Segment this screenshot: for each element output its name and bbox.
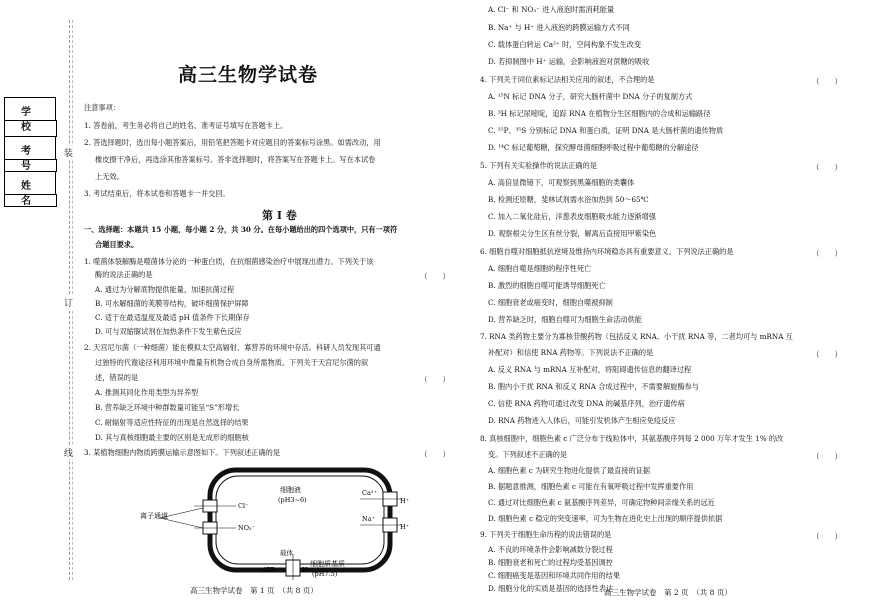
question-7-stem: 补配对）和信使 RNA 药物等。下列说法不正确的是 [488, 348, 654, 357]
note-line: 1. 答卷前，考生务必将自己的姓名、准考证号填写在答题卡上。 [84, 121, 288, 130]
option: C. 载体蛋白转运 Ca²⁺ 时，空间构象不发生改变 [488, 40, 642, 49]
h-label-bottom: H⁺ [302, 566, 312, 574]
binding-char-zhuang: 装 [64, 146, 73, 159]
na-label: Na⁺ [362, 515, 375, 523]
section-heading: 第 Ⅰ 卷 [262, 209, 297, 222]
option: D. 细胞分化的实质是基因的选择性表达 [488, 584, 614, 593]
option: D. ¹⁴C 标记葡萄糖，探究酵母菌细胞呼吸过程中葡萄糖的分解途径 [488, 143, 699, 152]
h-label-mid: H⁺ [400, 523, 410, 531]
channel-label: 离子通道 [140, 512, 168, 520]
cytoplasm-ph-label: (pH7.5) [312, 570, 338, 578]
notes-title: 注意事项： [84, 103, 120, 112]
option: A. Cl⁻ 和 NO₃⁻ 进入液泡时需消耗能量 [488, 5, 615, 14]
option: A. ¹⁵N 标记 DNA 分子，研究大肠杆菌中 DNA 分子的复制方式 [488, 92, 693, 101]
note-line: 橡皮擦干净后，再选涂其他答案标号。答非选择题时，将答案写在答题卡上。写在本试卷 [95, 155, 376, 164]
question-2-stem: 述，错误的是 [95, 373, 139, 382]
cytoplasm-label: 细胞质基质 [310, 560, 345, 568]
option: A. 通过为分解底物提供能量，加速抗菌过程 [95, 285, 235, 294]
name-field [4, 194, 57, 207]
binding-char-ding: 订 [64, 296, 73, 309]
option: D. 细胞色素 c 稳定的突变速率，可为生物在进化史上出现的顺序提供依据 [488, 514, 723, 523]
atp-label: ATP [262, 566, 276, 574]
option: C. 细胞癌变是基因和环境共同作用的结果 [488, 571, 621, 580]
option: A. 反义 RNA 与 mRNA 互补配对，将阻碍遗传信息的翻译过程 [488, 365, 692, 374]
question-3-stem: 3. 某植物细胞内物质跨膜运输示意图如下。下列叙述正确的是 [84, 448, 281, 457]
question-7-stem: 7. RNA 类药物主要分为寡核苷酸药物（包括反义 RNA、小干扰 RNA 等，二者均可与 mRNA 互 [480, 332, 793, 341]
question-1-stem: 1. 噬菌体裂解酶是噬菌体分泌的一种蛋白质，在抗细菌感染治疗中展现出潜力。下列关于该 [84, 257, 374, 266]
note-line: 上无效。 [95, 172, 124, 181]
no3-label: NO₃⁻ [238, 524, 256, 532]
h-label-top: H⁺ [400, 497, 410, 505]
option: C. 加入二氧化硅后，洋葱表皮细胞吸水能力逐渐增强 [488, 212, 656, 221]
answer-paren: （ ） [812, 452, 842, 461]
option: C. 细胞衰老或癌变时，细胞自噬被抑制 [488, 298, 613, 307]
school-box [4, 97, 56, 133]
option: A. 细胞色素 c 为研究生物进化提供了最直接的证据 [488, 466, 651, 475]
answer-paren: （ ） [420, 450, 450, 459]
option: C. ³²P、³⁵S 分别标记 DNA 和蛋白质，证明 DNA 是大肠杆菌的遗传物质 [488, 126, 724, 135]
answer-paren: （ ） [420, 375, 450, 384]
option: C. 耐辐射等适应性特征的出现是自然选择的结果 [95, 418, 249, 427]
option: D. 若抑制图中 H⁺ 运输，会影响液泡对蔗糖的吸收 [488, 57, 650, 66]
note-line: 2. 答选择题时，选出每小题答案后，用铅笔把答题卡对应题目的答案标号涂黑。如需改动，用 [84, 138, 381, 147]
question-9-stem: 9. 下列关于细胞生命历程的说法错误的是 [480, 530, 612, 539]
answer-paren: （ ） [812, 249, 842, 258]
option: A. 推测其同化作用类型为异养型 [95, 388, 199, 397]
option: A. 不良的环境条件会影响减数分裂过程 [488, 545, 613, 554]
answer-paren: （ ） [812, 532, 842, 541]
option: B. 可水解细菌的荚膜等结构，破坏细菌保护屏障 [95, 299, 249, 308]
question-5-stem: 5. 下列有关实验操作的说法正确的是 [480, 161, 597, 170]
option: B. 细胞衰老和死亡的过程均受基因调控 [488, 558, 613, 567]
vacuole-label: 细胞液 [280, 486, 301, 494]
ca-label: Ca²⁺ [362, 489, 377, 497]
name-label: 姓 名 [21, 181, 39, 207]
answer-paren: （ ） [812, 77, 842, 86]
option: B. ³H 标记尿嘧啶，追踪 RNA 在植物分生区细胞内的合成和运输路径 [488, 109, 711, 118]
option: D. RNA 药物进入人体后，可能引发机体产生相应免疫反应 [488, 416, 676, 425]
school-field [4, 120, 57, 137]
option: B. Na⁺ 与 H⁺ 进入液泡的跨膜运输方式不同 [488, 23, 630, 32]
option: D. 观察根尖分生区有丝分裂，解离后直接用甲紫染色 [488, 229, 657, 238]
answer-paren: （ ） [420, 272, 450, 281]
vacuole-ph-label: (pH3~6) [278, 496, 307, 504]
question-6-stem: 6. 细胞自噬对细胞抵抗逆境及维持内环境稳态具有重要意义。下列说法正确的是 [480, 247, 734, 256]
page-title: 高三生物学试卷 [178, 64, 319, 86]
cl-label: Cl⁻ [238, 502, 249, 510]
option: B. 胞内小干扰 RNA 和反义 RNA 合成过程中，不需要解旋酶参与 [488, 382, 699, 391]
option: B. 激烈的细胞自噬可能诱导细胞死亡 [488, 281, 606, 290]
option: D. 可与双缩脲试剂在加热条件下发生紫色反应 [95, 327, 242, 336]
option: B. 营养缺乏环境中种群数量可能呈“S”形增长 [95, 403, 240, 412]
option: A. 细胞自噬是细胞的程序性死亡 [488, 264, 592, 273]
section-intro: 合题目要求。 [95, 240, 139, 249]
page-footer-right: 高三生物学试卷 第 2 页 （共 8 页） [604, 588, 732, 597]
note-line: 3. 考试结束后，将本试卷和答题卡一并交回。 [84, 189, 230, 198]
question-2-stem: 过独特的代谢途径利用环境中微量有机物合成自身所需物质。下列关于天宫尼尔菌的叙 [95, 358, 369, 367]
question-8-stem: 变。下列叙述不正确的是 [488, 450, 568, 459]
option: B. 据题意推测，细胞色素 c 可能在有氧呼吸过程中发挥重要作用 [488, 482, 694, 491]
question-1-stem: 酶的说法正确的是 [95, 270, 153, 279]
option: C. 适于在最适温度及最适 pH 值条件下长期保存 [95, 313, 250, 322]
id-box [4, 136, 56, 172]
answer-paren: （ ） [812, 163, 842, 172]
answer-paren: （ ） [812, 350, 842, 359]
option: C. 信使 RNA 药物可通过改变 DNA 的碱基序列，治疗遗传病 [488, 399, 685, 408]
id-label: 考 号 [21, 146, 39, 172]
school-label: 学 校 [21, 107, 39, 133]
membrane-transport-diagram [140, 462, 410, 582]
option: C. 通过对比细胞色素 c 氨基酸序列差异，可确定物种间亲缘关系的远近 [488, 498, 715, 507]
carrier-label: 载体 [280, 549, 293, 557]
section-intro: 一、选择题：本题共 15 小题，每小题 2 分，共 30 分。在每小题给出的四个选项中，只有一项符 [84, 225, 398, 234]
question-4-stem: 4. 下列关于同位素标记法相关应用的叙述，不合理的是 [480, 75, 655, 84]
binding-char-xian: 线 [64, 446, 73, 459]
name-box [4, 171, 56, 207]
question-8-stem: 8. 真核细胞中，细胞色素 c 广泛分布于线粒体中，其氨基酸序列每 2 000 万年才发生 1% 的改 [480, 434, 784, 443]
page-footer-left: 高三生物学试卷 第 1 页 （共 8 页） [190, 586, 318, 595]
option: D. 营养缺乏时，细胞自噬可为细胞生命活动供能 [488, 315, 642, 324]
option: B. 检测还原糖，斐林试剂需水浴加热到 50～65℃ [488, 195, 649, 204]
option: D. 其与真核细胞最主要的区别是无成形的细胞核 [95, 433, 249, 442]
option: A. 高倍显微镜下，可观察到黑藻细胞的类囊体 [488, 178, 635, 187]
question-2-stem: 2. 天宫尼尔菌（一种细菌）能在模拟太空高辐射、寡营养的环境中存活。科研人员发现其可通 [84, 343, 381, 352]
